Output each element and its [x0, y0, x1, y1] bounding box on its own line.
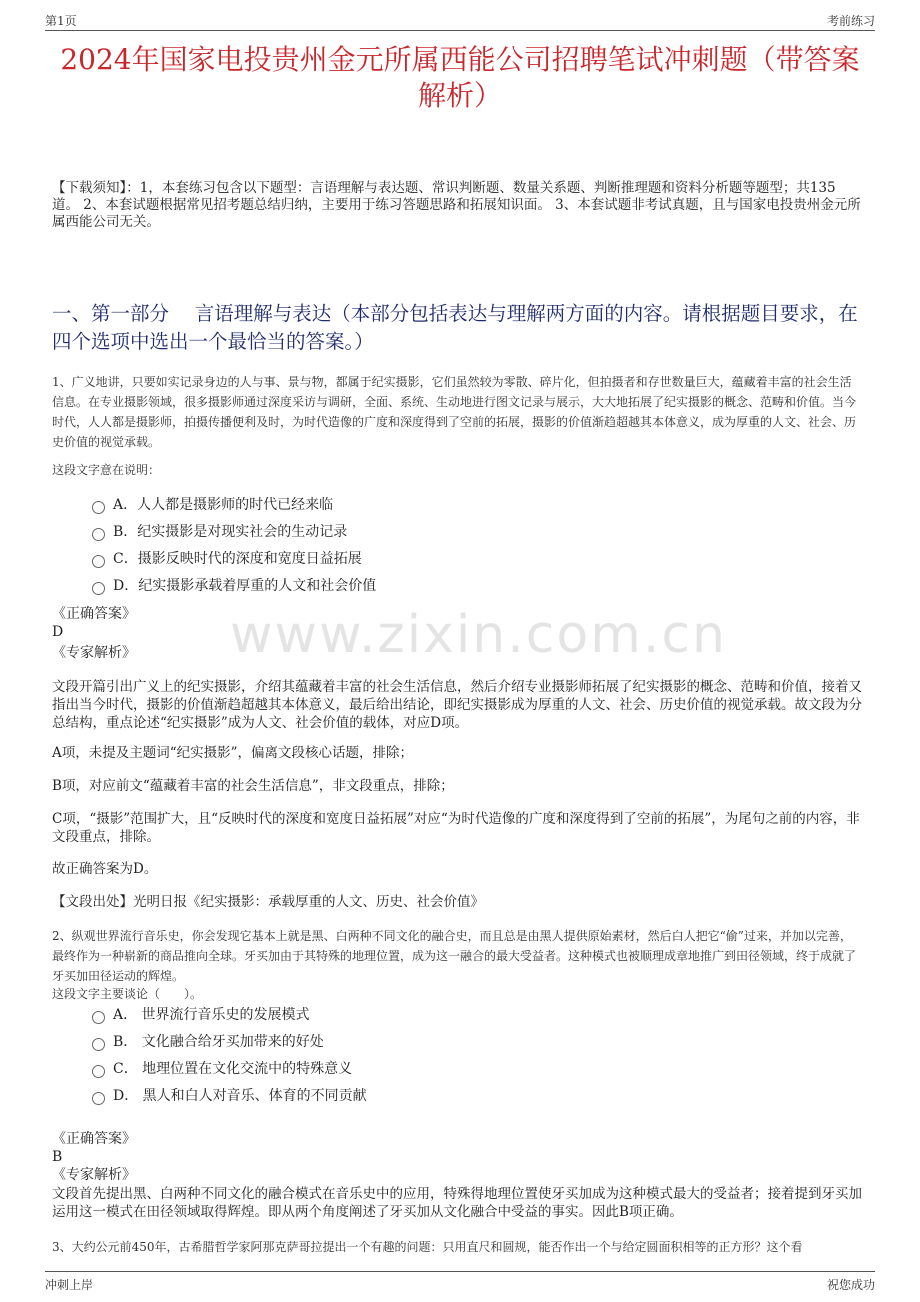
page-footer	[45, 1271, 875, 1292]
question-2-prompt: 这段文字主要谈论（ ）。	[52, 987, 203, 1001]
question-1-analysis-b: B项，对应前文“蕴藏着丰富的社会生活信息”，非文段重点，排除；	[52, 778, 454, 794]
question-1-option-d[interactable]: D．纪实摄影承载着厚重的人文和社会价值	[92, 576, 376, 596]
radio-icon[interactable]	[92, 1011, 105, 1024]
question-2-option-c[interactable]: C． 地理位置在文化交流中的特殊意义	[92, 1059, 352, 1079]
question-3-stem: 3、大约公元前450年，古希腊哲学家阿那克萨哥拉提出一个有趣的问题：只用直尺和圆规，能否作出一个与给定圆面积相等的正方形？这个看	[52, 1240, 803, 1254]
question-2-option-a[interactable]: A． 世界流行音乐史的发展模式	[92, 1005, 310, 1025]
question-2-option-d[interactable]: D． 黑人和白人对音乐、体育的不同贡献	[92, 1086, 367, 1106]
question-2-answer: B	[52, 1149, 63, 1165]
header-label: 考前练习	[826, 14, 875, 28]
question-1-stem: 1、广义地讲，只要如实记录身边的人与事、景与物，都属于纪实摄影，它们虽然较为零散、碎片化，但拍摄者和存世数量巨大，蕴藏着丰富的社会生活信息。在专业摄影领域，很多摄影师通过深度采访与调研，全面、系统、生动地进行图文记录与展示，大大地拓展了纪实摄影的概念、范畴和价值。当今时代，人人都是摄影师，拍摄传播便利及时，为时代造像的广度和深度得到了空前的拓展，摄影的价值渐趋超越其本体意义，成为厚重的人文、社会、历史价值的视觉承载。	[52, 375, 857, 449]
radio-icon[interactable]	[92, 555, 105, 568]
question-1-prompt: 这段文字意在说明：	[52, 463, 161, 477]
question-1-analysis-a: A项，未提及主题词“纪实摄影”，偏离文段核心话题，排除；	[52, 745, 414, 761]
radio-icon[interactable]	[92, 528, 105, 541]
question-1-analysis-main: 文段开篇引出广义上的纪实摄影，介绍其蕴藏着丰富的社会生活信息，然后介绍专业摄影师拓展了纪实摄影的概念、范畴和价值，接着又指出当今时代，摄影的价值渐趋超越其本体意义，最后给出结论，即纪实摄影成为厚重的人文、社会、历史价值的视觉承载。故文段为分总结构，重点论述“纪实摄影”成为人文、社会价值的载体，对应D项。	[52, 679, 862, 731]
page-header	[45, 10, 875, 31]
question-1-analysis-conclusion: 故正确答案为D。	[52, 861, 158, 877]
question-1-source: 【文段出处】光明日报《纪实摄影：承载厚重的人文、历史、社会价值》	[52, 894, 484, 910]
watermark: www.zixin.com.cn	[230, 605, 727, 665]
question-2-stem: 2、纵观世界流行音乐史，你会发现它基本上就是黑、白两种不同文化的融合史，而且总是由黑人提供原始素材，然后白人把它“偷”过来，并加以完善，最终作为一种崭新的商品推向全球。牙买加由于其特殊的地理位置，成为这一融合的最大受益者。这种模式也被顺理成章地推广到田径领域，终于成就了牙买加田径运动的辉煌。	[52, 929, 857, 983]
footer-left-text: 冲刺上岸	[45, 1278, 94, 1292]
document-title: 2024年国家电投贵州金元所属西能公司招聘笔试冲刺题（带答案解析）	[60, 43, 860, 112]
radio-icon[interactable]	[92, 1065, 105, 1078]
question-2-answer-label: 《正确答案》	[52, 1131, 136, 1147]
radio-icon[interactable]	[92, 1092, 105, 1105]
question-1-answer-label: 《正确答案》	[52, 606, 136, 622]
download-notice: 【下载须知】：1，本套练习包含以下题型：言语理解与表达题、常识判断题、数量关系题、判断推理题和资料分析题等题型；共135道。 2、本套试题根据常见招考题总结归纳，主要用于练习答题思路和拓展知识面。 3、本套试题非考试真题，且与国家电投贵州金元所属西能公司无关。	[52, 180, 861, 230]
page-number: 第1页	[45, 14, 77, 28]
question-1-option-a[interactable]: A．人人都是摄影师的时代已经来临	[92, 495, 333, 515]
radio-icon[interactable]	[92, 1038, 105, 1051]
question-1-option-c[interactable]: C．摄影反映时代的深度和宽度日益拓展	[92, 549, 362, 569]
question-1-option-b[interactable]: B．纪实摄影是对现实社会的生动记录	[92, 522, 347, 542]
question-1-answer: D	[52, 624, 64, 640]
question-1-analysis-c: C项，“摄影”范围扩大，且“反映时代的深度和宽度日益拓展”对应“为时代造像的广度和深度得到了空前的拓展”，为尾句之前的内容，非文段重点，排除。	[52, 811, 860, 845]
question-2-option-b[interactable]: B． 文化融合给牙买加带来的好处	[92, 1032, 324, 1052]
footer-right-text: 祝您成功	[826, 1278, 875, 1292]
question-2-analysis-label: 《专家解析》	[52, 1167, 136, 1183]
section-title: 一、第一部分 言语理解与表达（本部分包括表达与理解两方面的内容。请根据题目要求，在四个选项中选出一个最恰当的答案。）	[52, 302, 858, 353]
question-1-analysis-label: 《专家解析》	[52, 645, 136, 661]
radio-icon[interactable]	[92, 582, 105, 595]
question-2-analysis: 文段首先提出黑、白两种不同文化的融合模式在音乐史中的应用，特殊得地理位置使牙买加成为这种模式最大的受益者；接着提到牙买加运用这一模式在田径领域取得辉煌。即从两个角度阐述了牙买加从文化融合中受益的事实。因此B项正确。	[52, 1186, 862, 1220]
radio-icon[interactable]	[92, 501, 105, 514]
